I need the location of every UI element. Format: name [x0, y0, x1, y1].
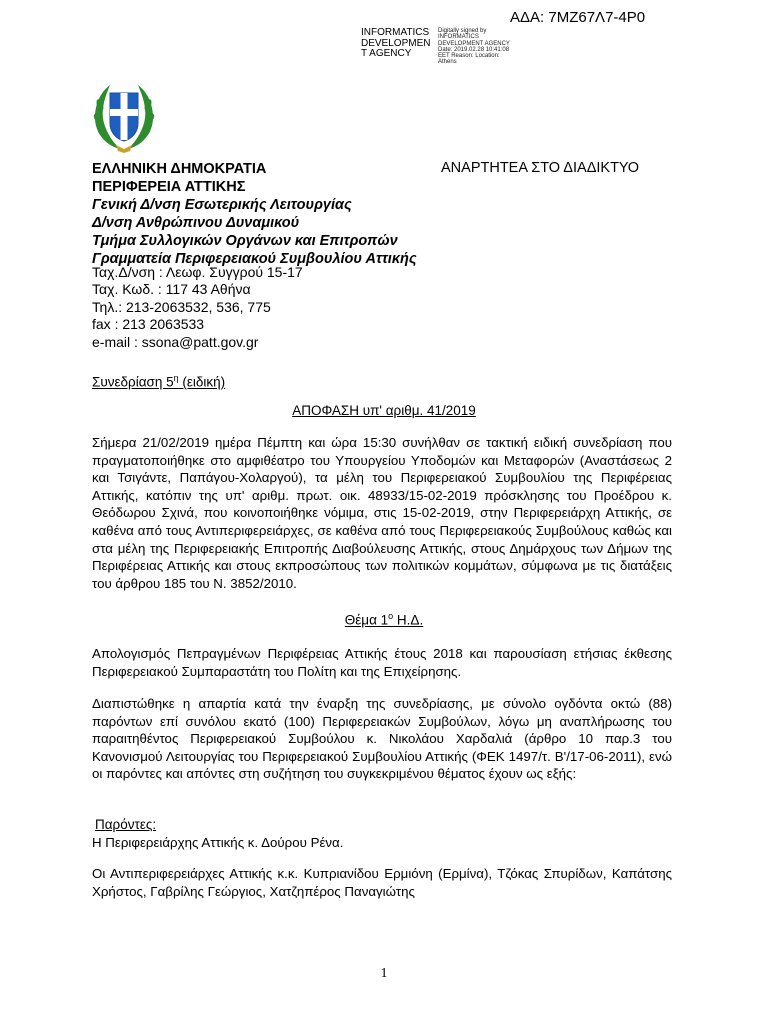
org-line-directorate: Δ/νση Ανθρώπινου Δυναμικού — [92, 215, 300, 232]
online-posting-notice: ΑΝΑΡΤΗΤΕΑ ΣΤΟ ΔΙΑΔΙΚΤΥΟ — [441, 160, 640, 176]
org-line-secretariat: Γραμματεία Περιφερειακού Συμβουλίου Αττικής — [92, 251, 417, 268]
org-line-region: ΠΕΡΙΦΕΡΕΙΑ ΑΤΤΙΚΗΣ — [92, 179, 246, 196]
paragraph-regional-governor: Η Περιφερειάρχης Αττικής κ. Δούρου Ρένα. — [92, 835, 344, 850]
present-members-label: Παρόντες: — [95, 817, 157, 832]
decision-title: ΑΠΟΦΑΣΗ υπ' αριθμ. 41/2019 — [292, 403, 476, 418]
contact-phone: Τηλ.: 213-2063532, 536, 775 — [92, 298, 271, 315]
digital-signature-name: INFORMATICS DEVELOPMENT AGENCY — [361, 27, 431, 59]
paragraph-topic-description: Απολογισμός Πεπραγμένων Περιφέρειας Αττικής έτους 2018 και παρουσίαση ετήσιας έκθεσης Περιφερειακού Συμπαραστάτη του Πολίτη και της Επιχείρησης. — [92, 646, 672, 679]
paragraph-quorum: Διαπιστώθηκε η απαρτία κατά την έναρξη της συνεδρίασης, με σύνολο ογδόντα οκτώ (88) παρόντων επί συνόλου εκατό (100) Περιφερειακών Συμβούλων, λόγω μη αναπλήρωσης του παραιτηθέντος Περιφερειακού Συμβούλου κ. Νικολάου Χαρδαλιά (άρθρο 10 παρ.3 του Κανονισμού Λειτουργίας του Περιφερειακού Συμβουλίου Αττικής (ΦΕΚ 1497/τ. Β'/17-06-2011), ενώ οι παρόντες και απόντες στη συζήτηση του συγκεκριμένου θέματος έχουν ως εξής: — [92, 696, 672, 782]
paragraph-meeting-intro: Σήμερα 21/02/2019 ημέρα Πέμπτη και ώρα 15:30 συνήλθαν σε τακτική ειδική συνεδρίαση που πραγματοποιήθηκε στο αμφιθέατρο του Υπουργείου Υποδομών και Μεταφορών (Αναστάσεως 2 και Τσιγάντε, Παπάγου-Χολαργού), τα μέλη του Περιφερειακού Συμβουλίου της Περιφέρειας Αττικής, κατόπιν της υπ' αριθμ. πρωτ. οικ. 48933/15-02-2019 πρόσκλησης του Προέδρου κ. Θεόδωρου Σχινά, που κοινοποιήθηκε νόμιμα, στις 15-02-2019, στην Περιφερειάρχη Αττικής, σε καθένα από τους Αντιπεριφερειάρχες, σε καθένα από τους Περιφερειακούς Συμβούλους καθώς και στα μέλη της Περιφερειακής Επιτροπής Διαβούλευσης Αττικής, στους Δημάρχους των Δήμων της Περιφέρειας Αττικής και στους εκπροσώπους των πολιτικών κομμάτων, σύμφωνα με τις διατάξεις του άρθρου 185 του Ν. 3852/2010. — [92, 435, 672, 591]
org-line-republic: ΕΛΛΗΝΙΚΗ ΔΗΜΟΚΡΑΤΙΑ — [92, 161, 267, 177]
page-number: 1 — [380, 966, 388, 981]
paragraph-deputy-governors: Οι Αντιπεριφερειάρχες Αττικής κ.κ. Κυπριανίδου Ερμιόνη (Ερμίνα), Τζόκας Σπυρίδων, Καπάτσης Χρήστος, Γαβρίλης Γεώργιος, Χατζηπέρος Παναγιώτης — [92, 866, 672, 899]
digital-signature-details: Digitally signed by INFORMATICS DEVELOPMENT AGENCY Date: 2019.02.28 10:41:08 EET Reason: Location: Athens — [438, 28, 510, 66]
greek-coat-of-arms-icon — [90, 79, 158, 155]
contact-address: Ταχ.Δ/νση : Λεωφ. Συγγρού 15-17 — [92, 264, 303, 280]
agenda-topic-label: Θέμα $1^o$ Η.Δ. — [344, 611, 424, 628]
session-label: Συνεδρίαση $5^\eta$ (ειδική) — [92, 373, 226, 390]
contact-block — [92, 264, 303, 351]
contact-postcode: Ταχ. Κωδ. : 117 43 Αθήνα — [92, 281, 251, 298]
organization-heading — [92, 160, 417, 269]
contact-fax: fax : 213 2063533 — [92, 316, 205, 333]
contact-email: e-mail : ssona@patt.gov.gr — [92, 333, 259, 350]
ada-code: ΑΔΑ: 7ΜΖ67Λ7-4Ρ0 — [510, 9, 646, 26]
org-line-department: Τμήμα Συλλογικών Οργάνων και Επιτροπών — [92, 233, 398, 250]
org-line-general-directorate: Γενική Δ/νση Εσωτερικής Λειτουργίας — [92, 197, 352, 214]
